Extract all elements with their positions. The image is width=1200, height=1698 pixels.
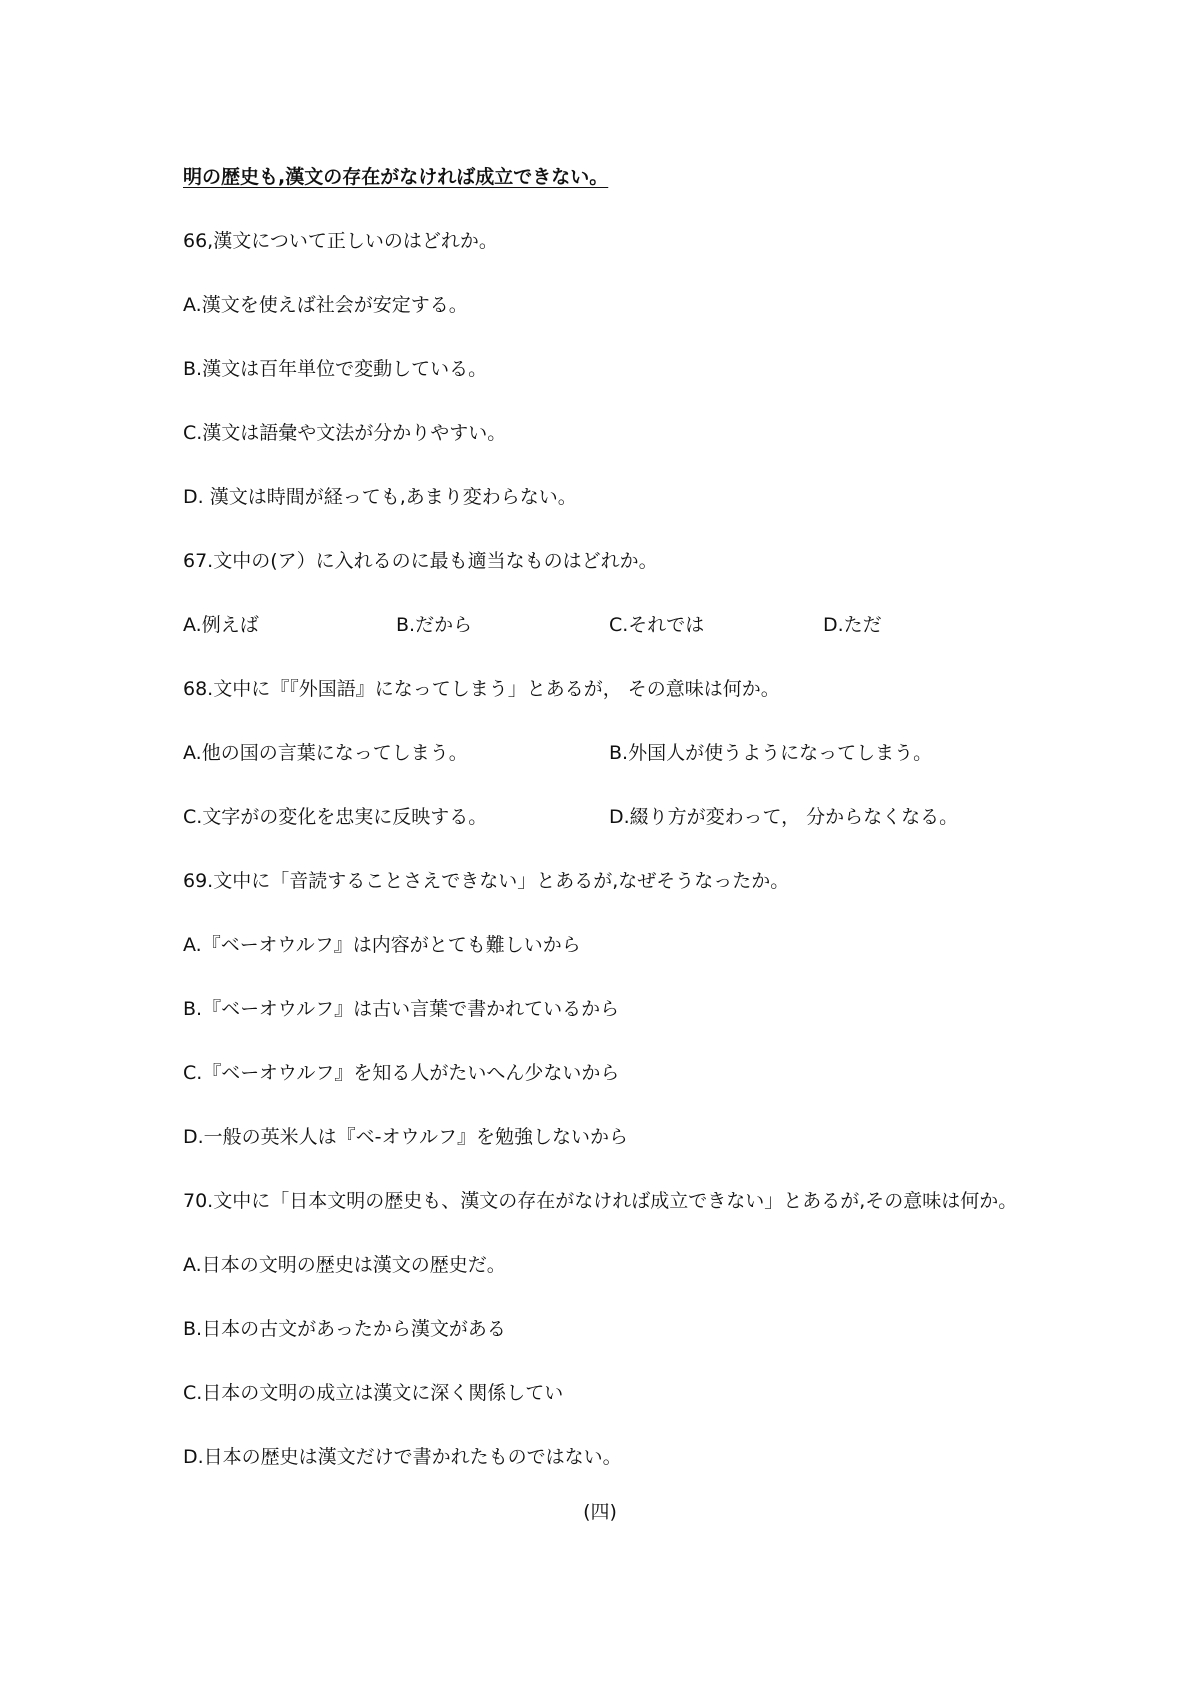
question-69-option-d: D.一般の英米人は『ベ-オウルフ』を勉強しないから xyxy=(183,1126,628,1148)
question-67-option-c: C.それでは xyxy=(609,614,705,636)
question-70-option-c: C.日本の文明の成立は漢文に深く関係してい xyxy=(183,1382,564,1404)
question-70-option-d: D.日本の歴史は漢文だけで書かれたものではない。 xyxy=(183,1446,622,1468)
question-66-option-b: B.漢文は百年単位で変動している。 xyxy=(183,358,488,380)
question-66-stem: 66,漢文について正しいのはどれか。 xyxy=(183,230,498,252)
question-68-option-a: A.他の国の言葉になってしまう。 xyxy=(183,742,468,764)
question-66-option-d: D. 漢文は時間が経っても,あまり変わらない。 xyxy=(183,486,577,508)
question-69-option-a: A.『ベーオウルフ』は内容がとても難しいから xyxy=(183,934,581,956)
question-70-option-a: A.日本の文明の歴史は漢文の歴史だ。 xyxy=(183,1254,506,1276)
page-number: (四) xyxy=(583,1501,617,1523)
question-69-option-b: B.『ベーオウルフ』は古い言葉で書かれているから xyxy=(183,998,620,1020)
question-67-option-d: D.ただ xyxy=(823,614,882,636)
question-70-option-b: B.日本の古文があったから漢文がある xyxy=(183,1318,506,1340)
question-68-option-c: C.文字がの変化を忠実に反映する。 xyxy=(183,806,488,828)
question-70-stem: 70.文中に「日本文明の歴史も、漢文の存在がなければ成立できない」とあるが,その意味は何か。 xyxy=(183,1190,1018,1212)
question-66-option-a: A.漢文を使えば社会が安定する。 xyxy=(183,294,468,316)
question-68-stem: 68.文中に『『外国語』になってしまう」とあるが， その意味は何か。 xyxy=(183,678,780,700)
lead-sentence: 明の歴史も,漢文の存在がなければ成立できない。 xyxy=(183,166,609,188)
question-68-option-b: B.外国人が使うようになってしまう。 xyxy=(609,742,933,764)
question-68-option-d: D.綴り方が変わって， 分からなくなる。 xyxy=(609,806,959,828)
question-67-option-a: A.例えば xyxy=(183,614,259,636)
question-67-option-b: B.だから xyxy=(396,614,473,636)
question-69-stem: 69.文中に「音読することさえできない」とあるが,なぜそうなったか。 xyxy=(183,870,790,892)
question-66-option-c: C.漢文は語彙や文法が分かりやすい。 xyxy=(183,422,507,444)
question-69-option-c: C.『ベーオウルフ』を知る人がたいへん少ないから xyxy=(183,1062,620,1084)
question-67-stem: 67.文中の(ア）に入れるのに最も適当なものはどれか。 xyxy=(183,550,658,572)
